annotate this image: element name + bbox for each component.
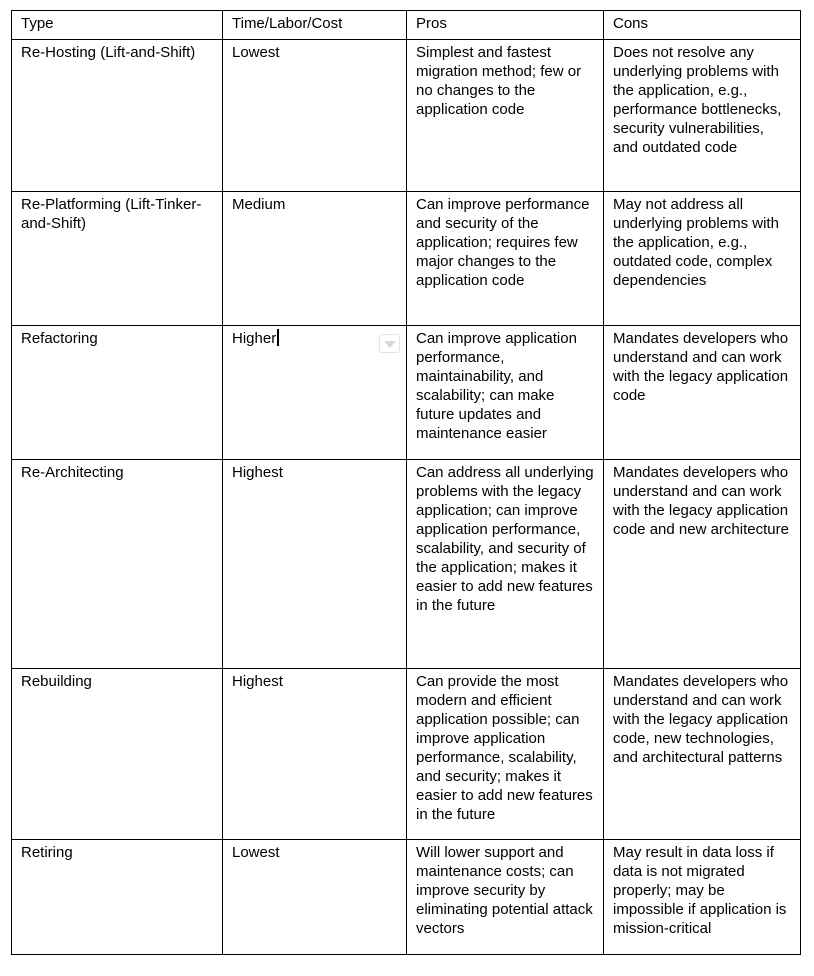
cost-cell[interactable]: Lowest: [223, 40, 407, 192]
pros-cell[interactable]: Can provide the most modern and efficient application possible; can improve application performance, scalability, and security; makes it easier to add new features in the future: [407, 669, 604, 840]
type-cell[interactable]: Re-Architecting: [12, 460, 223, 669]
cons-cell[interactable]: Does not resolve any underlying problems with the application, e.g., performance bottlenecks, security vulnerabilities, and outdated code: [604, 40, 801, 192]
cost-cell-active[interactable]: [223, 326, 407, 460]
table-row: [12, 840, 801, 955]
pros-cell[interactable]: Can improve application performance, maintainability, and scalability; can make future updates and maintenance easier: [407, 326, 604, 460]
cost-cell-text: Higher: [232, 330, 277, 347]
migration-strategies-table: [11, 10, 801, 955]
cost-cell[interactable]: Highest: [223, 669, 407, 840]
cell-dropdown-button[interactable]: [379, 334, 400, 353]
pros-cell[interactable]: Will lower support and maintenance costs; can improve security by eliminating potential attack vectors: [407, 840, 604, 955]
table-row: [12, 326, 801, 460]
cost-cell[interactable]: Highest: [223, 460, 407, 669]
header-cell-type[interactable]: Type: [12, 11, 223, 40]
header-cell-cons[interactable]: Cons: [604, 11, 801, 40]
chevron-down-icon: [384, 341, 396, 348]
text-cursor: [277, 329, 279, 346]
cost-cell[interactable]: Lowest: [223, 840, 407, 955]
type-cell[interactable]: Re-Platforming (Lift-Tinker-and-Shift): [12, 192, 223, 326]
header-cell-cost[interactable]: Time/Labor/Cost: [223, 11, 407, 40]
table-row: [12, 192, 801, 326]
table-row: [12, 669, 801, 840]
type-cell[interactable]: Re-Hosting (Lift-and-Shift): [12, 40, 223, 192]
cons-cell[interactable]: May result in data loss if data is not migrated properly; may be impossible if application is mission-critical: [604, 840, 801, 955]
table-header-row: [12, 11, 801, 40]
type-cell[interactable]: Rebuilding: [12, 669, 223, 840]
cons-cell[interactable]: May not address all underlying problems with the application, e.g., outdated code, complex dependencies: [604, 192, 801, 326]
cons-cell[interactable]: Mandates developers who understand and can work with the legacy application code, new technologies, and architectural patterns: [604, 669, 801, 840]
pros-cell[interactable]: Can address all underlying problems with the legacy application; can improve application performance, scalability, and security of the application; makes it easier to add new features in the future: [407, 460, 604, 669]
cons-cell[interactable]: Mandates developers who understand and can work with the legacy application code and new architecture: [604, 460, 801, 669]
table-row: [12, 40, 801, 192]
table-row: [12, 460, 801, 669]
pros-cell[interactable]: Can improve performance and security of the application; requires few major changes to the application code: [407, 192, 604, 326]
type-cell[interactable]: Retiring: [12, 840, 223, 955]
header-cell-pros[interactable]: Pros: [407, 11, 604, 40]
cons-cell[interactable]: Mandates developers who understand and can work with the legacy application code: [604, 326, 801, 460]
type-cell[interactable]: Refactoring: [12, 326, 223, 460]
cost-cell[interactable]: Medium: [223, 192, 407, 326]
pros-cell[interactable]: Simplest and fastest migration method; few or no changes to the application code: [407, 40, 604, 192]
